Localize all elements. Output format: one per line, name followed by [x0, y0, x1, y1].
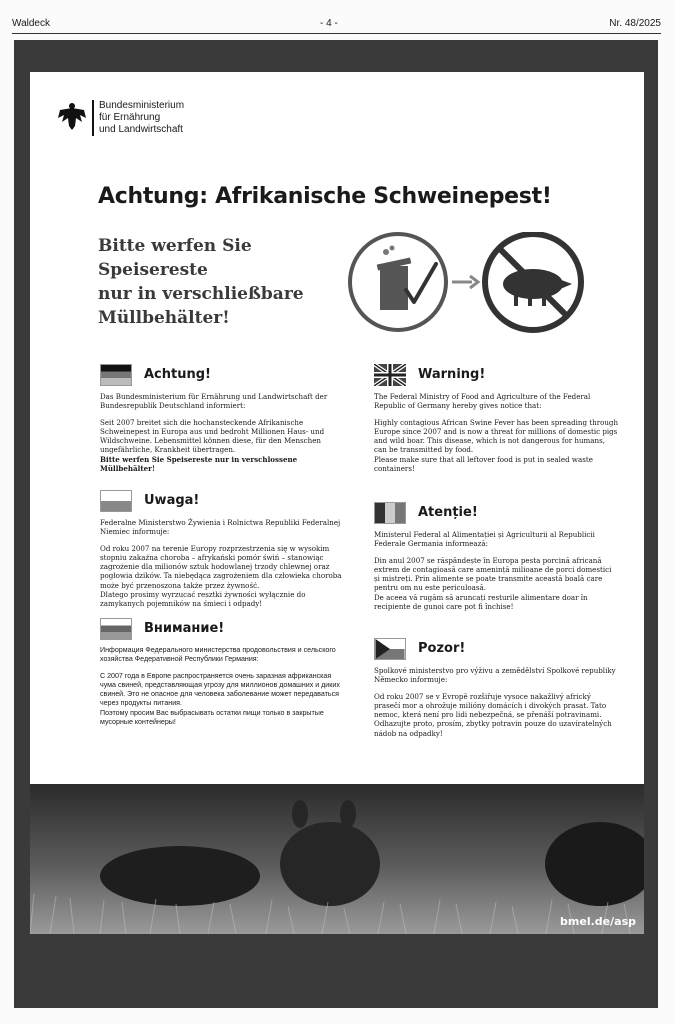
section-title: Achtung!: [144, 367, 211, 382]
arrow-right-icon: [452, 276, 478, 288]
section-appeal: Dlatego prosimy wyrzucać resztki żywności wyłącznie do zamykanych pojemników na śmieci i odpady!: [100, 590, 306, 609]
section-title: Внимание!: [144, 621, 225, 636]
section-body: Din anul 2007 se răspândește în Europa pesta porcină africană extrem de contagioasă care amenință milioane de porci domestici și mistreți. Prin alimente se poate transmite această boală care pentru om nu este periculoasă.: [374, 555, 612, 593]
issue-number: Nr. 48/2025: [609, 18, 661, 29]
logo-divider: [92, 100, 94, 136]
section-intro: Das Bundesministerium für Ernährung und Landwirtschaft der Bundesrepublik Deutschland informiert:: [100, 392, 328, 411]
ministry-name: Bundesministerium für Ernährung und Landwirtschaft: [99, 100, 185, 135]
ministry-logo: [56, 98, 196, 146]
section-pl: [100, 490, 345, 616]
section-intro: Ministerul Federal al Alimentației și Agriculturii al Republicii Federale Germania informează:: [374, 530, 595, 549]
section-appeal: Поэтому просим Вас выбрасывать остатки пищи только в закрытые мусорные контейнеры!: [100, 708, 324, 727]
section-intro: Federalne Ministerstwo Żywienia i Rolnictwa Republiki Federalnej Niemiec informuje:: [100, 518, 341, 537]
newspaper-header: [12, 18, 661, 32]
eagle-icon: [56, 100, 88, 132]
section-de: [100, 364, 345, 480]
newspaper-name: Waldeck: [12, 18, 50, 29]
trash-bin-check-icon: [350, 234, 446, 330]
section-en: [374, 364, 619, 480]
header-divider: [12, 33, 661, 34]
pictogram: [348, 232, 588, 337]
romanian-flag-icon: [374, 502, 406, 524]
section-title: Atenție!: [418, 505, 478, 520]
headline: Achtung: Afrikanische Schweinepest!: [98, 184, 552, 209]
section-body: С 2007 года в Европе распространяется очень заразная африканская чума свиней, представляющая угрозу для миллионов домашних и диких свиней. Это не опасное для человека заболевание может передаваться через продукты питания.: [100, 671, 340, 708]
section-title: Uwaga!: [144, 493, 200, 508]
section-body: Seit 2007 breitet sich die hochansteckende Afrikanische Schweinepest in Europa aus und bedroht Millionen Haus- und Wildschweine. Lebensmittel können diese, für den Menschen ungefährliche, Krankheit übertragen.: [100, 417, 325, 455]
section-ru: [100, 618, 345, 734]
german-flag-icon: [100, 364, 132, 386]
boar-photo-image: [30, 784, 644, 934]
uk-flag-icon: [374, 364, 406, 386]
section-intro: Информация Федерального министерства продовольствия и сельского хозяйства Федеративной Республики Германия:: [100, 646, 336, 664]
section-body: Highly contagious African Swine Fever has been spreading through Europe since 2007 and is now a threat for millions of domestic pigs and wild boar. This disease, which is not dangerous for humans, can be transmitted by food.: [374, 417, 619, 455]
ad-panel: [30, 72, 644, 784]
section-intro: Spolkové ministerstvo pro výživu a zemědělství Spolkové republiky Německo informuje:: [374, 666, 616, 685]
section-body: Od roku 2007 se v Evropě rozšiřuje vysoce nakažlivý africký prasečí mor a ohrožuje milióny domácích i divokých prasat. Tato nemoc, která není pro lidi nebezpečná, se přenáší potravinami.: [374, 691, 607, 720]
website-url: bmel.de/asp: [560, 915, 636, 928]
section-body: Od roku 2007 na terenie Europy rozprzestrzenia się w wysokim stopniu zakaźna choroba – afrykański pomór świń – stanowiąc zagrożenie dla milionów sztuk hodowlanej trzody chlewnej oraz pogłowia dzików. Ta niebędąca zagrożeniem dla człowieka choroba może być przenoszona także przez żywność.: [100, 543, 342, 590]
czech-flag-icon: [374, 638, 406, 660]
section-title: Warning!: [418, 367, 486, 382]
no-boar-icon: [485, 234, 581, 330]
lead-text: Bitte werfen Sie Speisereste nur in verschließbare Müllbehälter!: [98, 236, 304, 328]
section-appeal: Bitte werfen Sie Speisereste nur in verschlossene Müllbehälter!: [100, 454, 298, 474]
section-appeal: Odhazujte proto, prosím, zbytky potravin pouze do uzavíratelných nádob na odpadky!: [374, 719, 612, 738]
section-title: Pozor!: [418, 641, 466, 656]
polish-flag-icon: [100, 490, 132, 512]
page-number: - 4 -: [320, 18, 338, 29]
section-appeal: De aceea vă rugăm să aruncați resturile alimentare doar în recipiente de gunoi care pot fi închise!: [374, 592, 588, 612]
russian-flag-icon: [100, 618, 132, 640]
section-appeal: Please make sure that all leftover food is put in sealed waste containers!: [374, 454, 593, 474]
section-intro: The Federal Ministry of Food and Agriculture of the Federal Republic of Germany hereby gives notice that:: [374, 392, 591, 411]
wild-boar-photo: [30, 784, 644, 934]
section-cz: [374, 638, 619, 745]
section-ro: [374, 502, 619, 618]
